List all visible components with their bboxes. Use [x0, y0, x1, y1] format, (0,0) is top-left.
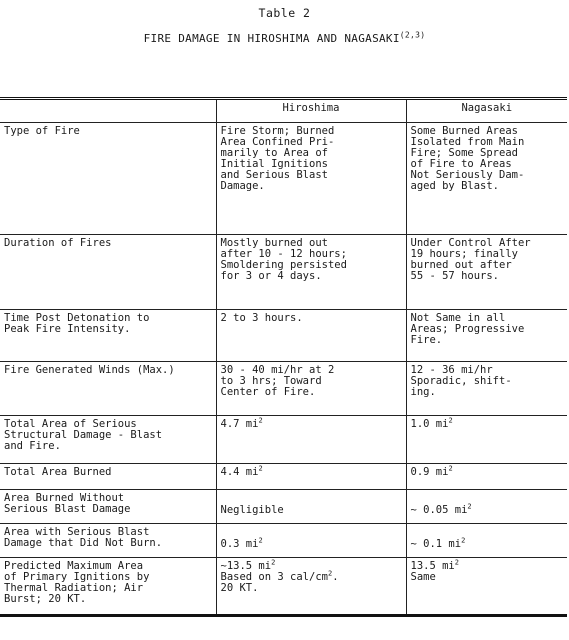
value-text: 4.7 mi: [220, 418, 259, 430]
exponent: 2: [258, 536, 263, 545]
table-title: [0, 32, 569, 45]
fire-damage-table: [0, 97, 567, 617]
value-text: ~ 0.1 mi: [410, 538, 462, 550]
value-line: [411, 572, 564, 583]
nagasaki-cell: [406, 490, 567, 524]
exponent: 2: [258, 416, 263, 425]
table-row: [0, 235, 567, 310]
row-label: Duration of Fires: [0, 235, 216, 310]
value-text: Same: [410, 571, 436, 583]
nagasaki-cell: [406, 558, 567, 616]
hiroshima-cell: Fire Storm; Burned Area Confined Pri- marily to Area of Initial Ignitions and Serious Blast Damage.: [216, 123, 406, 235]
nagasaki-cell: Some Burned Areas Isolated from Main Fire; Some Spread of Fire to Areas Not Seriously Dam- aged by Blast.: [406, 123, 567, 235]
value-text: 1.0 mi: [410, 418, 449, 430]
hiroshima-cell: Negligible: [216, 490, 406, 524]
row-label: Area Burned Without Serious Blast Damage: [0, 490, 216, 524]
row-label: Predicted Maximum Area of Primary Ignitions by Thermal Radiation; Air Burst; 20 KT.: [0, 558, 216, 616]
header-parameter: [0, 99, 216, 123]
nagasaki-cell: [406, 524, 567, 558]
table-header-row: [0, 99, 567, 123]
exponent: 2: [454, 558, 459, 567]
row-label: Time Post Detonation to Peak Fire Intensity.: [0, 310, 216, 362]
value-line: [221, 583, 402, 594]
table-row: [0, 558, 567, 616]
hiroshima-cell: [216, 416, 406, 464]
value-text: 0.3 mi: [220, 538, 259, 550]
hiroshima-cell: Mostly burned out after 10 - 12 hours; Smoldering persisted for 3 or 4 days.: [216, 235, 406, 310]
table-row: [0, 464, 567, 490]
exponent: 2: [271, 558, 276, 567]
row-label: Total Area Burned: [0, 464, 216, 490]
nagasaki-cell: [406, 416, 567, 464]
row-label: Total Area of Serious Structural Damage - Blast and Fire.: [0, 416, 216, 464]
row-label: Fire Generated Winds (Max.): [0, 362, 216, 416]
value-text: 4.4 mi: [220, 466, 259, 478]
nagasaki-cell: Not Same in all Areas; Progressive Fire.: [406, 310, 567, 362]
value-suffix: .: [332, 571, 339, 583]
table-title-text: FIRE DAMAGE IN HIROSHIMA AND NAGASAKI: [143, 32, 400, 45]
table-row: [0, 416, 567, 464]
table-row: [0, 310, 567, 362]
table-row: [0, 362, 567, 416]
value-text: ~13.5 mi: [220, 560, 272, 572]
row-label: Type of Fire: [0, 123, 216, 235]
value-text: ~ 0.05 mi: [410, 504, 468, 516]
value-text: 0.9 mi: [410, 466, 449, 478]
value-text: Based on 3 cal/cm: [220, 571, 328, 583]
value-text: 20 KT.: [220, 582, 259, 594]
header-nagasaki: Nagasaki: [406, 99, 567, 123]
hiroshima-cell: [216, 558, 406, 616]
hiroshima-cell: [216, 524, 406, 558]
exponent: 2: [327, 569, 333, 578]
hiroshima-cell: 2 to 3 hours.: [216, 310, 406, 362]
table-row: [0, 524, 567, 558]
title-reference-marks: (2,3): [399, 30, 426, 40]
hiroshima-cell: 30 - 40 mi/hr at 2 to 3 hrs; Toward Center of Fire.: [216, 362, 406, 416]
exponent: 2: [467, 502, 472, 511]
header-hiroshima: Hiroshima: [216, 99, 406, 123]
table-caption: Table 2: [258, 6, 311, 20]
exponent: 2: [461, 536, 466, 545]
exponent: 2: [258, 464, 263, 473]
row-label: Area with Serious Blast Damage that Did Not Burn.: [0, 524, 216, 558]
value-text: 13.5 mi: [410, 560, 455, 572]
exponent: 2: [448, 416, 453, 425]
hiroshima-cell: [216, 464, 406, 490]
table-row: [0, 123, 567, 235]
nagasaki-cell: [406, 464, 567, 490]
nagasaki-cell: 12 - 36 mi/hr Sporadic, shift- ing.: [406, 362, 567, 416]
table-row: [0, 490, 567, 524]
exponent: 2: [448, 464, 453, 473]
nagasaki-cell: Under Control After 19 hours; finally burned out after 55 - 57 hours.: [406, 235, 567, 310]
